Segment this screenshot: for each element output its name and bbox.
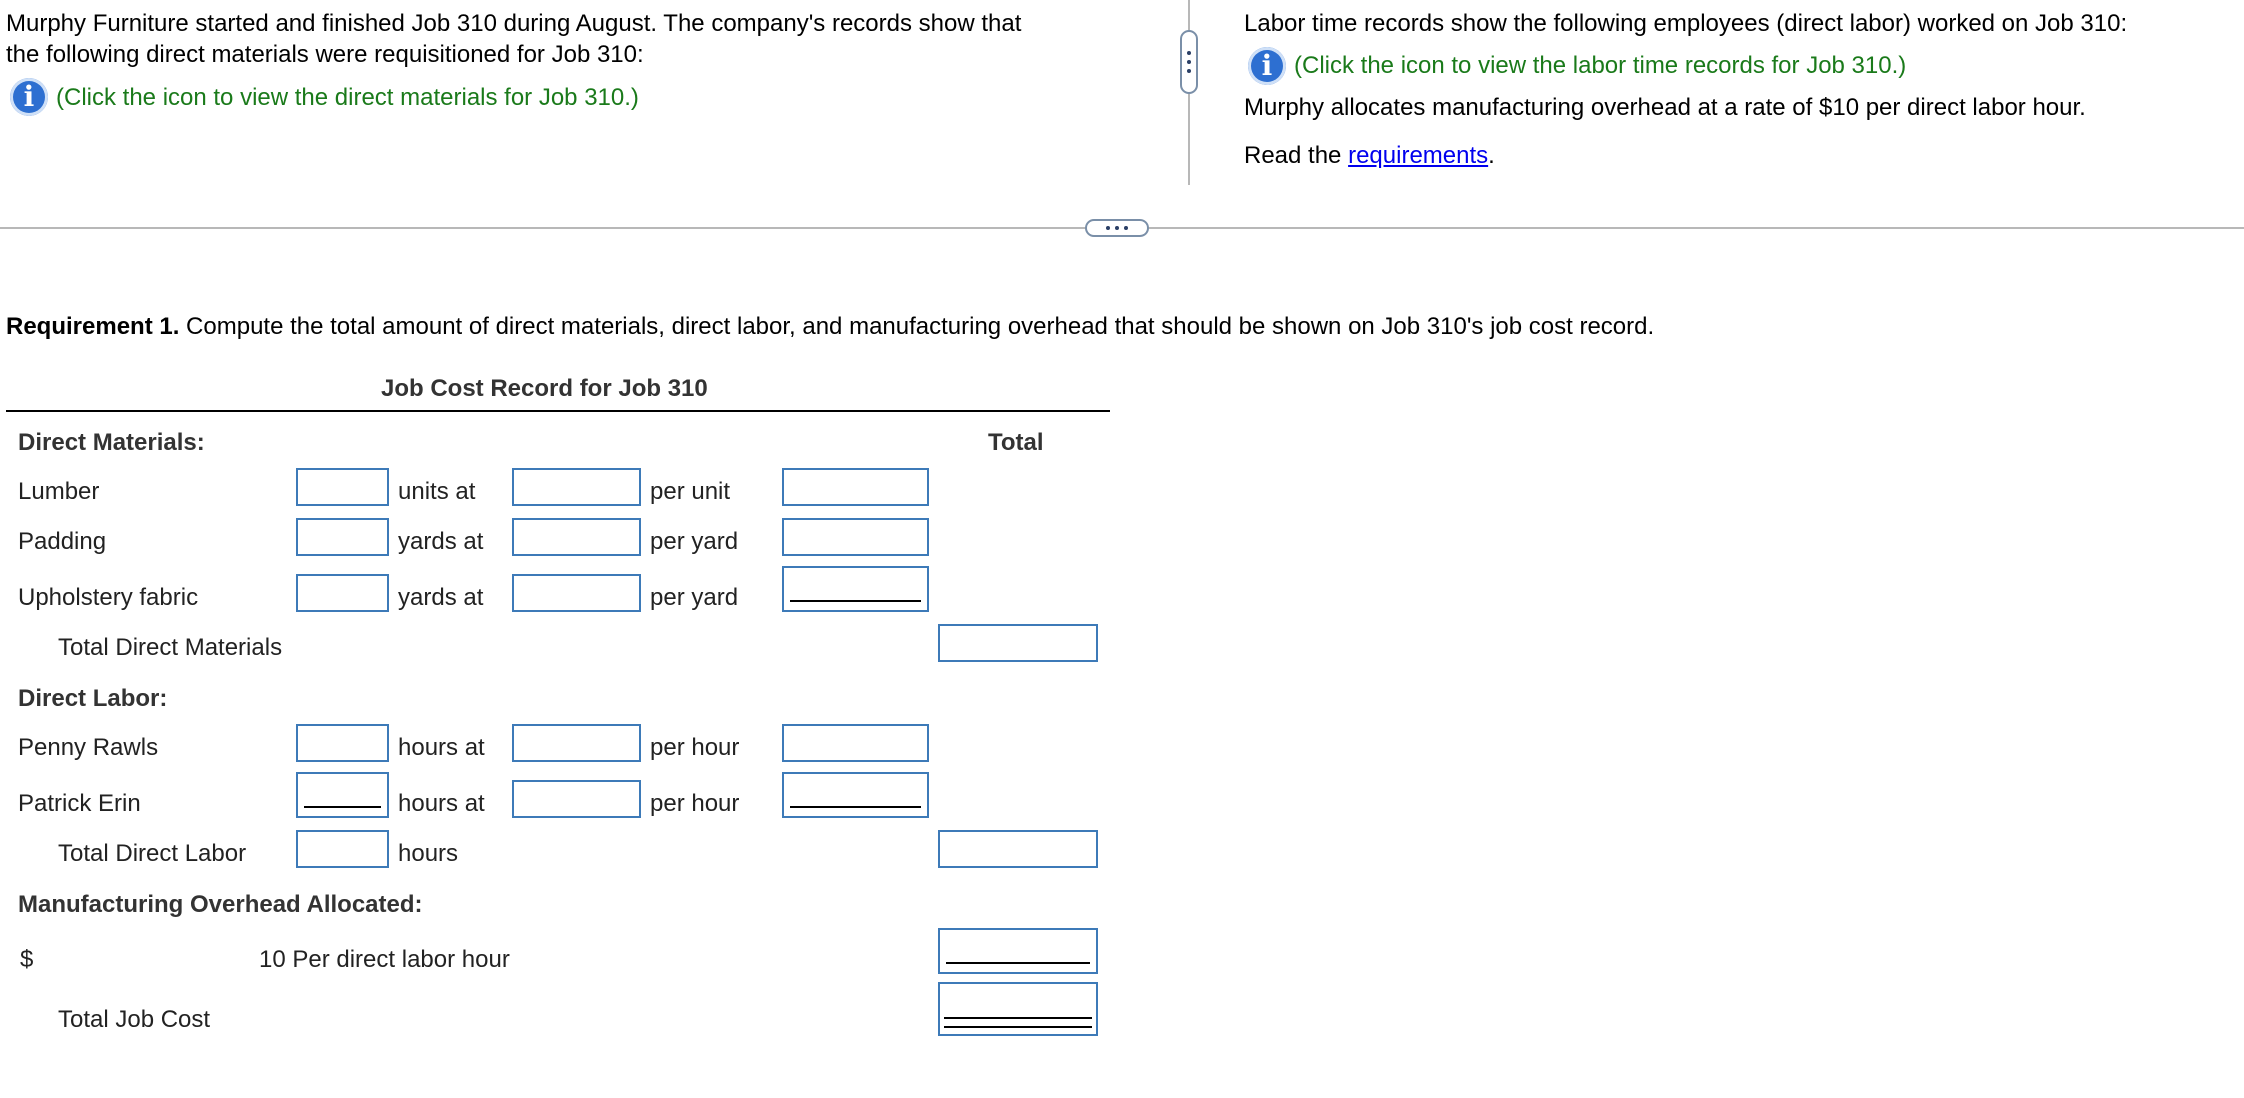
materials-info-icon[interactable]: i [10,78,48,116]
fabric-unit-word: yards at [398,584,484,611]
total-direct-labor-input[interactable] [938,830,1098,868]
lumber-cost-input[interactable] [782,468,929,506]
overhead-currency: $ [20,946,34,973]
materials-intro-line1: Murphy Furniture started and finished Job 310 during August. The company's records show that [6,10,1022,37]
requirement-1 [6,311,1654,342]
lumber-quantity-input[interactable] [296,468,389,506]
lumber-label: Lumber [18,478,100,505]
total-direct-labor-unit-word: hours [398,840,459,867]
penny-label: Penny Rawls [18,734,159,761]
fabric-quantity-input[interactable] [296,574,389,612]
penny-unit-word: hours at [398,734,485,761]
patrick-rate-input[interactable] [512,780,641,818]
overhead-rate-text: 10 Per direct labor hour [259,946,510,973]
patrick-unit-word: hours at [398,790,485,817]
total-job-cost-input[interactable] [938,982,1098,1036]
total-direct-materials-label: Total Direct Materials [58,634,283,661]
padding-label: Padding [18,528,107,555]
job-cost-record-title: Job Cost Record for Job 310 [381,375,708,402]
patrick-hours-input[interactable] [296,772,389,818]
lumber-rate-word: per unit [650,478,731,505]
total-job-cost-label: Total Job Cost [58,1006,211,1033]
patrick-cost-input[interactable] [782,772,929,818]
total-direct-labor-hours-input[interactable] [296,830,389,868]
penny-cost-input[interactable] [782,724,929,762]
read-suffix: . [1488,142,1495,169]
direct-labor-header: Direct Labor: [18,685,168,712]
labor-info-link[interactable]: (Click the icon to view the labor time records for Job 310.) [1294,52,1907,79]
horizontal-resize-handle[interactable] [1085,219,1149,237]
total-column-header: Total [988,429,1044,456]
fabric-rate-word: per yard [650,584,739,611]
overhead-header: Manufacturing Overhead Allocated: [18,891,423,918]
lumber-unit-word: units at [398,478,476,505]
requirements-link[interactable]: requirements [1348,142,1489,169]
padding-quantity-input[interactable] [296,518,389,556]
penny-rate-input[interactable] [512,724,641,762]
fabric-label: Upholstery fabric [18,584,199,611]
title-underline [6,410,1110,412]
padding-rate-word: per yard [650,528,739,555]
padding-unit-word: yards at [398,528,484,555]
overhead-allocated-input[interactable] [938,928,1098,974]
direct-materials-header: Direct Materials: [18,429,205,456]
padding-rate-input[interactable] [512,518,641,556]
materials-intro-line2: the following direct materials were requisitioned for Job 310: [6,41,644,68]
fabric-rate-input[interactable] [512,574,641,612]
fabric-cost-input[interactable] [782,566,929,612]
penny-hours-input[interactable] [296,724,389,762]
labor-intro: Labor time records show the following employees (direct labor) worked on Job 310: [1244,10,2128,37]
lumber-rate-input[interactable] [512,468,641,506]
materials-info-link[interactable]: (Click the icon to view the direct materials for Job 310.) [56,84,639,111]
overhead-rate-text: Murphy allocates manufacturing overhead at a rate of $10 per direct labor hour. [1244,94,2086,121]
total-direct-labor-label: Total Direct Labor [58,840,247,867]
read-prefix: Read the [1244,142,1349,169]
padding-cost-input[interactable] [782,518,929,556]
patrick-rate-word: per hour [650,790,740,817]
labor-info-icon[interactable]: i [1248,47,1286,85]
penny-rate-word: per hour [650,734,740,761]
requirement-label: Requirement 1. [6,313,180,340]
patrick-label: Patrick Erin [18,790,141,817]
vertical-resize-handle[interactable] [1180,30,1198,94]
requirement-text: Compute the total amount of direct materials, direct labor, and manufacturing overhead that should be shown on Job 310's job cost record. [179,313,1655,340]
total-direct-materials-input[interactable] [938,624,1098,662]
read-requirements [1244,140,1495,171]
